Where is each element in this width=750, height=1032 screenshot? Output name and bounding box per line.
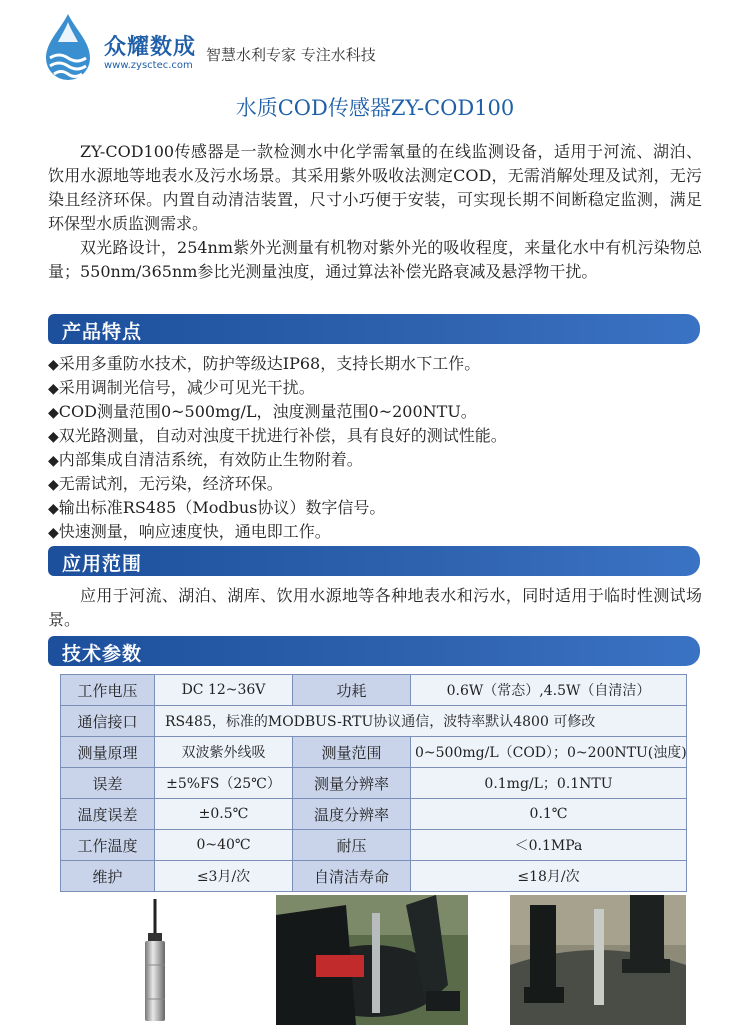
spec-label: 工作电压 xyxy=(61,675,155,706)
spec-label: 维护 xyxy=(61,861,155,892)
table-row xyxy=(61,737,687,768)
spec-value: DC 12~36V xyxy=(155,675,293,706)
feature-item: ◆ 采用多重防水技术，防护等级达IP68，支持长期水下工作。 xyxy=(48,352,708,376)
feature-item: ◆ 双光路测量，自动对浊度干扰进行补偿，具有良好的测试性能。 xyxy=(48,424,708,448)
spec-value: ±0.5℃ xyxy=(155,799,293,830)
spec-value: 0.6W（常态）,4.5W（自清洁） xyxy=(411,675,687,706)
water-drop-logo-icon xyxy=(40,12,96,82)
section-title: 技术参数 xyxy=(62,643,143,665)
table-row xyxy=(61,861,687,892)
spec-label: 功耗 xyxy=(293,675,411,706)
section-header-application xyxy=(48,546,700,576)
spec-value: ≤18月/次 xyxy=(411,861,687,892)
feature-item: ◆ 无需试剂，无污染，经济环保。 xyxy=(48,472,708,496)
brand-name: 众耀数成 xyxy=(104,35,197,60)
document-title: 水质COD传感器ZY-COD100 xyxy=(235,96,515,120)
feature-item: ◆ 快速测量，响应速度快，通电即工作。 xyxy=(48,520,708,544)
spec-value: ＜0.1MPa xyxy=(411,830,687,861)
field-photo-deployment xyxy=(510,895,686,1025)
application-paragraph: 应用于河流、湖泊、湖库、饮用水源地等各种地表水和污水，同时适用于临时性测试场景。 xyxy=(48,586,702,629)
feature-list xyxy=(48,352,708,544)
brand-slogan: 智慧水利专家 专注水科技 xyxy=(206,46,376,64)
table-row xyxy=(61,830,687,861)
feature-item: ◆ 输出标准RS485（Modbus协议）数字信号。 xyxy=(48,496,708,520)
spec-value: 0~500mg/L（COD）；0~200NTU(浊度) xyxy=(411,737,687,768)
feature-item: ◆ 采用调制光信号，减少可见光干扰。 xyxy=(48,376,708,400)
table-row xyxy=(61,799,687,830)
section-title: 应用范围 xyxy=(62,553,143,575)
section-header-specs xyxy=(48,636,700,666)
table-row xyxy=(61,706,687,737)
section-header-features xyxy=(48,314,700,344)
spec-label: 测量范围 xyxy=(293,737,411,768)
spec-label: 误差 xyxy=(61,768,155,799)
section-title: 产品特点 xyxy=(62,321,143,343)
spec-label: 通信接口 xyxy=(61,706,155,737)
spec-value: 0~40℃ xyxy=(155,830,293,861)
spec-label: 温度分辨率 xyxy=(293,799,411,830)
spec-label: 工作温度 xyxy=(61,830,155,861)
spec-label: 耐压 xyxy=(293,830,411,861)
intro-paragraph-1: ZY-COD100传感器是一款检测水中化学需氧量的在线监测设备，适用于河流、湖泊、饮用水源地等地表水及污水场景。其采用紫外吸收法测定COD，无需消解处理及试剂，无污染且经济环保。内置自动清洁装置，尺寸小巧便于安装，可实现长期不间断稳定监测，满足环保型水质监测需求。 xyxy=(48,142,702,233)
intro-paragraph-2: 双光路设计，254nm紫外光测量有机物对紫外光的吸收程度，来量化水中有机污染物总量；550nm/365nm参比光测量浊度，通过算法补偿光路衰减及悬浮物干扰。 xyxy=(48,238,702,281)
spec-value: ±5%FS（25℃） xyxy=(155,768,293,799)
spec-value: RS485，标准的MODBUS-RTU协议通信，波特率默认4800 可修改 xyxy=(155,706,687,737)
spec-label: 测量原理 xyxy=(61,737,155,768)
spec-label: 测量分辨率 xyxy=(293,768,411,799)
spec-table xyxy=(60,674,687,892)
feature-item: ◆ 内部集成自清洁系统，有效防止生物附着。 xyxy=(48,448,708,472)
spec-label: 自清洁寿命 xyxy=(293,861,411,892)
spec-value: 0.1℃ xyxy=(411,799,687,830)
brand-url[interactable]: www.zysctec.com xyxy=(104,60,193,71)
spec-label: 温度误差 xyxy=(61,799,155,830)
table-row xyxy=(61,768,687,799)
spec-value: 0.1mg/L；0.1NTU xyxy=(411,768,687,799)
spec-value: ≤3月/次 xyxy=(155,861,293,892)
feature-item: ◆ COD测量范围0~500mg/L，浊度测量范围0~200NTU。 xyxy=(48,400,708,424)
table-row xyxy=(61,675,687,706)
product-photo-sensor xyxy=(110,895,200,1025)
page-header xyxy=(0,0,750,90)
field-photo-installation xyxy=(276,895,468,1025)
spec-value: 双波紫外线吸 xyxy=(155,737,293,768)
